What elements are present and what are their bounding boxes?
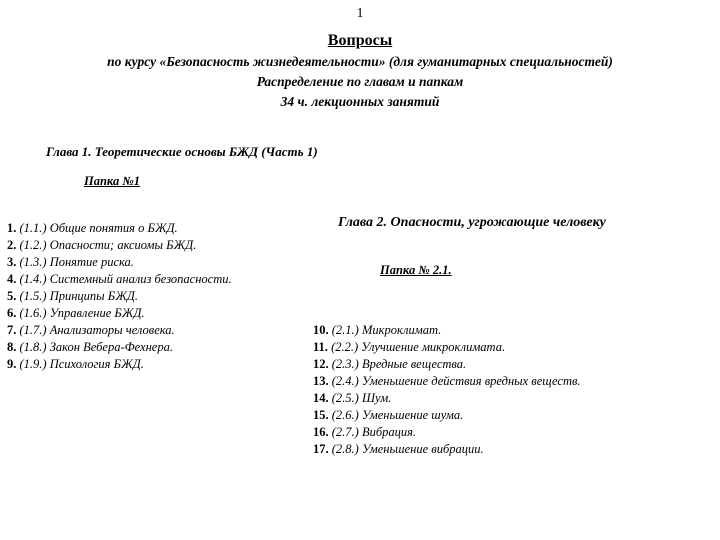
question-text: (1.6.) Управление БЖД.: [16, 306, 145, 320]
question-number: 11.: [313, 340, 328, 354]
question-number: 6.: [7, 306, 17, 320]
question-text: (1.3.) Понятие риска.: [16, 255, 134, 269]
question-text: (1.7.) Анализаторы человека.: [16, 323, 175, 337]
question-text: (2.2.) Улучшение микроклимата.: [327, 340, 506, 354]
question-number: 7.: [7, 323, 17, 337]
question-text: (1.5.) Принципы БЖД.: [16, 289, 138, 303]
chapter1-folder-label: Папка №1: [84, 174, 141, 188]
question-number: 4.: [7, 272, 17, 286]
list-item: [7, 305, 232, 322]
hours-subtitle: 34 ч. лекционных занятий: [280, 94, 440, 109]
question-text: (2.6.) Уменьшение шума.: [328, 408, 464, 422]
question-text: (1.2.) Опасности; аксиомы БЖД.: [16, 238, 197, 252]
question-text: (2.4.) Уменьшение действия вредных веществ.: [328, 374, 581, 388]
chapter2-question-list: [313, 322, 581, 458]
question-text: (2.5.) Шум.: [328, 391, 392, 405]
list-item: [313, 373, 581, 390]
question-number: 17.: [313, 442, 329, 456]
question-number: 8.: [7, 340, 17, 354]
list-item: [7, 288, 232, 305]
question-number: 10.: [313, 323, 329, 337]
question-number: 12.: [313, 357, 329, 371]
question-text: (1.9.) Психология БЖД.: [16, 357, 144, 371]
question-text: (2.1.) Микроклимат.: [328, 323, 442, 337]
list-item: [7, 271, 232, 288]
question-number: 16.: [313, 425, 329, 439]
list-item: [7, 356, 232, 373]
list-item: [313, 390, 581, 407]
question-number: 5.: [7, 289, 17, 303]
list-item: [7, 322, 232, 339]
course-subtitle: по курсу «Безопасность жизнедеятельности» (для гуманитарных специальностей): [107, 54, 613, 69]
question-text: (1.4.) Системный анализ безопасности.: [16, 272, 232, 286]
question-number: 3.: [7, 255, 17, 269]
question-number: 1.: [7, 221, 17, 235]
question-text: (2.3.) Вредные вещества.: [328, 357, 467, 371]
document-title-text: Вопросы: [327, 32, 393, 49]
chapter2-folder-label: Папка № 2.1.: [380, 263, 452, 277]
list-item: [313, 407, 581, 424]
question-text: (1.1.) Общие понятия о БЖД.: [16, 221, 178, 235]
list-item: [313, 339, 581, 356]
list-item: [313, 424, 581, 441]
distribution-subtitle: Распределение по главам и папкам: [256, 74, 464, 89]
question-number: 9.: [7, 357, 17, 371]
question-number: 15.: [313, 408, 329, 422]
document-title: [0, 32, 720, 50]
question-number: 2.: [7, 238, 17, 252]
list-item: [7, 339, 232, 356]
chapter1-heading: Глава 1. Теоретические основы БЖД (Часть 1): [46, 144, 318, 159]
list-item: [313, 356, 581, 373]
question-number: 13.: [313, 374, 329, 388]
question-text: (2.8.) Уменьшение вибрации.: [328, 442, 484, 456]
chapter1-question-list: [7, 220, 232, 373]
page-number: 1: [356, 6, 364, 21]
question-text: (2.7.) Вибрация.: [328, 425, 417, 439]
question-text: (1.8.) Закон Вебера-Фехнера.: [16, 340, 173, 354]
question-number: 14.: [313, 391, 329, 405]
list-item: [7, 237, 232, 254]
chapter2-heading: Глава 2. Опасности, угрожающие человеку: [338, 215, 606, 230]
list-item: [7, 254, 232, 271]
list-item: [313, 322, 581, 339]
list-item: [7, 220, 232, 237]
list-item: [313, 441, 581, 458]
